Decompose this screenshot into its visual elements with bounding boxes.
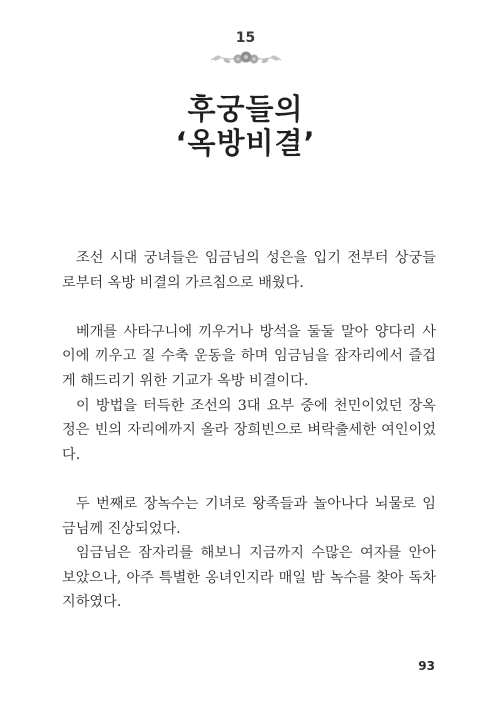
chapter-number: 15 xyxy=(235,30,256,46)
paragraph: 임금님은 잠자리를 해보니 지금까지 수많은 여자를 안아 보았으나, 아주 특별한 옹녀인지라 매일 밤 녹수를 찾아 독차지하였다. xyxy=(62,545,436,611)
paragraph: 두 번째로 장녹수는 기녀로 왕족들과 놀아나다 뇌물로 임금님께 진상되었다. xyxy=(62,495,436,537)
paragraph: 조선 시대 궁녀들은 임금님의 성은을 입기 전부터 상궁들로부터 옥방 비결의 가르침으로 배웠다. xyxy=(62,250,436,291)
chapter-title-line2: ‘옥방비결’ xyxy=(175,126,316,160)
floral-ornament-icon xyxy=(205,48,287,68)
paragraph: 베개를 사타구니에 끼우거나 방석을 둘둘 말아 양다리 사이에 끼우고 질 수축 운동을 하며 임금님을 잠자리에서 즐겁게 해드리기 위한 기교가 옥방 비결이다. xyxy=(62,323,436,389)
body-text xyxy=(62,246,436,615)
chapter-title-line1: 후궁들의 xyxy=(187,92,304,126)
page-number: 93 xyxy=(418,659,435,673)
paragraph: 이 방법을 터득한 조선의 3대 요부 중에 천민이었던 장옥정은 빈의 자리에까지 올라 장희빈으로 벼락출세한 여인이었다. xyxy=(62,397,436,463)
